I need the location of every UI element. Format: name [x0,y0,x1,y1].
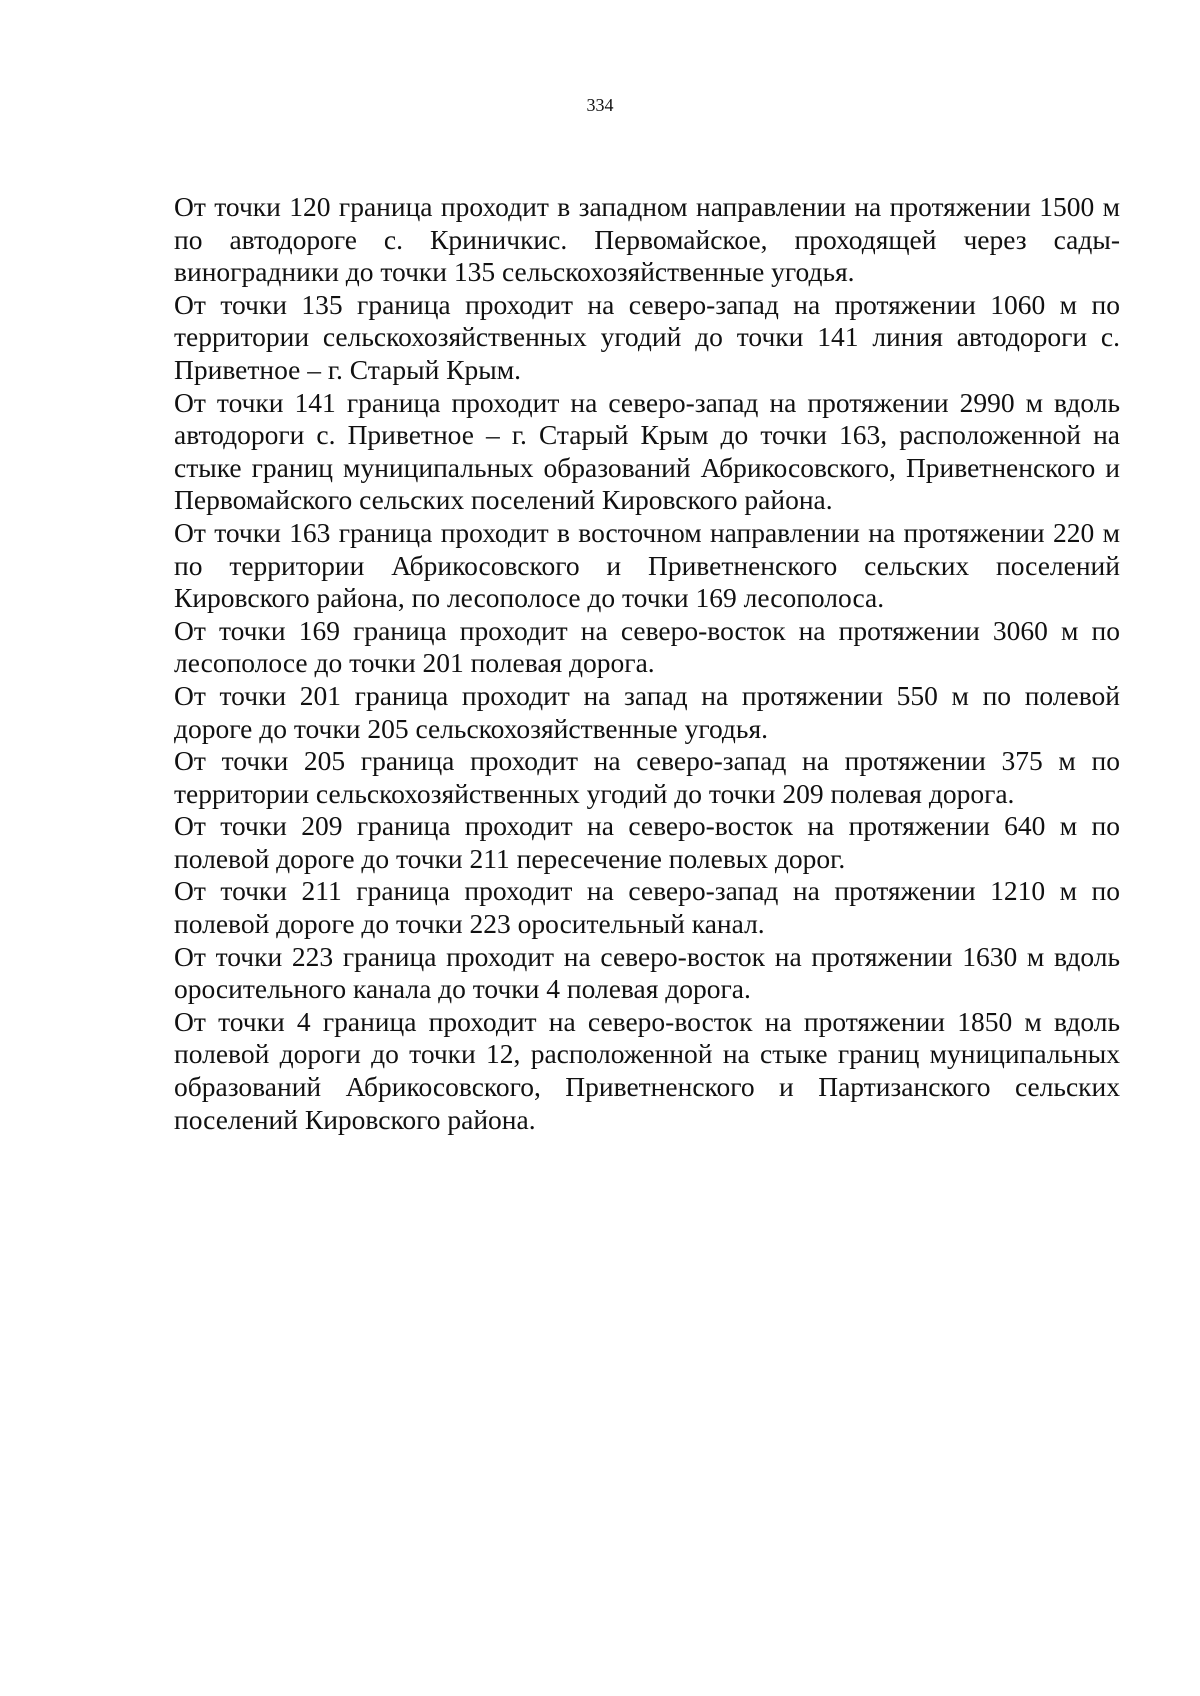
paragraph-7: От точки 205 граница проходит на северо-запад на протяжении 375 м по территории сельскохозяйственных угодий до точки 209 полевая дорога. [174,745,1120,809]
paragraph-1: От точки 120 граница проходит в западном направлении на протяжении 1500 м по автодороге с. Криничкис. Первомайское, проходящей через сады-виноградники до точки 135 сельскохозяйственные угодья. [174,191,1120,288]
paragraph-9: От точки 211 граница проходит на северо-запад на протяжении 1210 м по полевой дороге до точки 223 оросительный канал. [174,875,1120,940]
page-number: 334 [586,95,614,115]
paragraph-2: От точки 135 граница проходит на северо-запад на протяжении 1060 м по территории сельскохозяйственных угодий до точки 141 линия автодороги с. Приветное – г. Старый Крым. [174,288,1120,385]
paragraph-4: От точки 163 граница проходит в восточном направлении на протяжении 220 м по территории Абрикосовского и Приветненского сельских поселений Кировского района, по лесополосе до точки 169 лесополоса. [174,516,1120,614]
document-body [174,191,1120,1136]
paragraph-6: От точки 201 граница проходит на запад на протяжении 550 м по полевой дороге до точки 205 сельскохозяйственные угодья. [174,679,1120,744]
paragraph-8: От точки 209 граница проходит на северо-восток на протяжении 640 м по полевой дороге до точки 211 пересечение полевых дорог. [174,810,1120,874]
paragraph-11: От точки 4 граница проходит на северо-восток на протяжении 1850 м вдоль полевой дороги до точки 12, расположенной на стыке границ муниципальных образований Абрикосовского, Приветненского и Партизанского сельских поселений Кировского района. [174,1005,1120,1135]
paragraph-5: От точки 169 граница проходит на северо-восток на протяжении 3060 м по лесополосе до точки 201 полевая дорога. [174,614,1120,679]
paragraph-10: От точки 223 граница проходит на северо-восток на протяжении 1630 м вдоль оросительного канала до точки 4 полевая дорога. [174,940,1120,1005]
paragraph-3: От точки 141 граница проходит на северо-запад на протяжении 2990 м вдоль автодороги с. Приветное – г. Старый Крым до точки 163, расположенной на стыке границ муниципальных образований Абрикосовского, Приветненского и Первомайского сельских поселений Кировского района. [174,386,1120,516]
